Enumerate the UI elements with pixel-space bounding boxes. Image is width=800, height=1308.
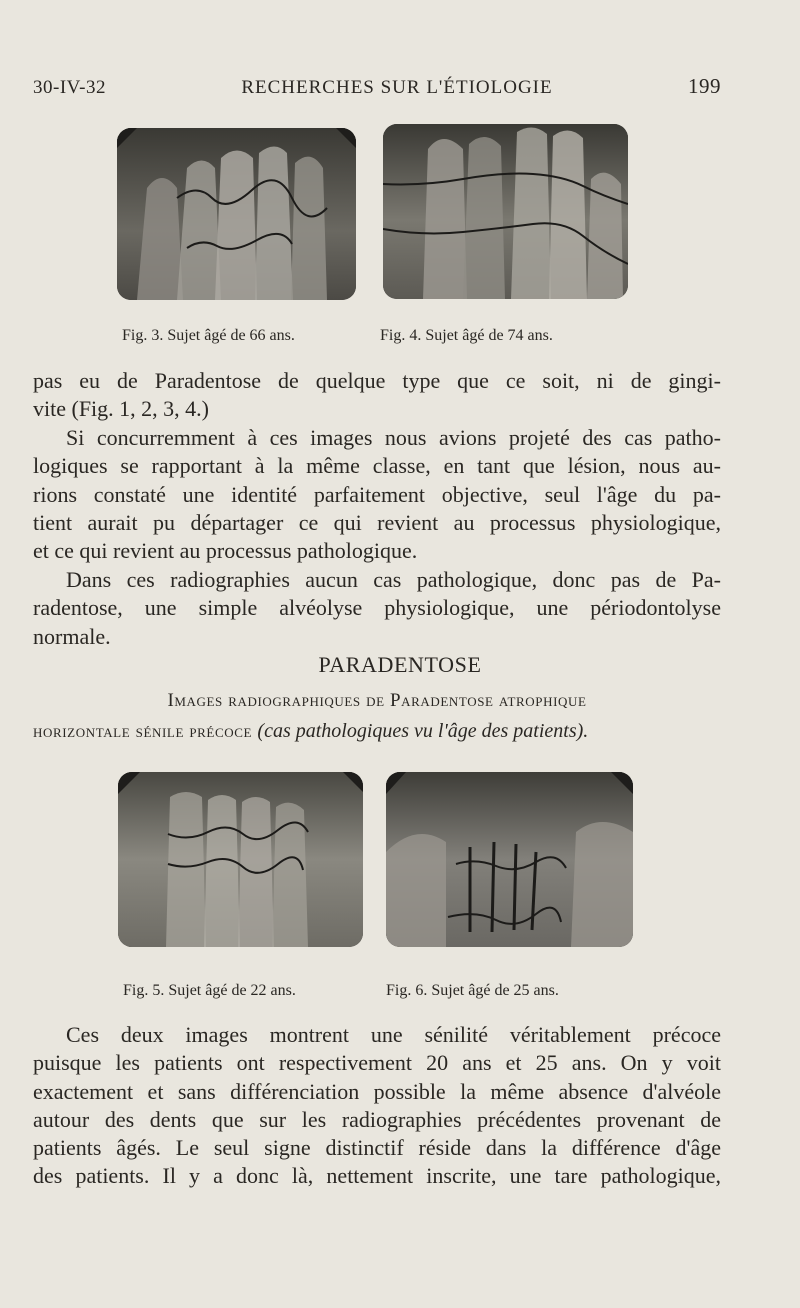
text-line: puisque les patients ont respectivement 20 ans et 25 ans. On y voit [33,1050,721,1076]
text-line: Dans ces radiographies aucun cas pathologique, donc pas de Pa- [66,567,721,592]
text-line: normale. [33,623,111,649]
paragraph-1 [33,367,721,424]
figure-6-caption: Fig. 6. Sujet âgé de 25 ans. [386,982,559,999]
figure-6-radiograph [386,772,633,947]
section-title: PARADENTOSE [318,652,482,677]
paragraph-3 [33,566,721,651]
text-line: Si concurremment à ces images nous avions projeté des cas patho- [66,425,721,450]
header-date: 30-IV-32 [33,77,106,98]
paragraph-4 [33,1021,721,1191]
figure-5-caption: Fig. 5. Sujet âgé de 22 ans. [123,982,296,999]
header-title: RECHERCHES SUR L'ÉTIOLOGIE [241,77,553,98]
subhead-text: Images radiographiques de Paradentose atrophique [167,690,587,711]
section-subhead-line1 [33,690,721,712]
text-line: radentose, une simple alvéolyse physiologique, une périodontolyse [33,595,721,621]
text-line: pas eu de Paradentose de quelque type que ce soit, ni de gingi- [33,368,721,393]
text-line: des patients. Il y a donc là, nettement inscrite, une tare pathologique, [33,1163,721,1189]
text-line: Ces deux images montrent une sénilité véritablement précoce [66,1022,721,1047]
subhead-text: horizontale sénile précoce [33,721,253,742]
text-line: tient aurait pu départager ce qui revient au processus physiologique, [33,509,721,535]
figure-5-radiograph [118,772,363,947]
running-header [33,74,721,99]
figure-3-caption: Fig. 3. Sujet âgé de 66 ans. [122,327,295,344]
text-line: logiques se rapportant à la même classe, en tant que lésion, nous au- [33,453,721,479]
section-subhead-line2 [33,720,721,743]
text-line: patients âgés. Le seul signe distinctif réside dans la différence d'âge [33,1135,721,1161]
figure-3-radiograph [117,128,356,300]
paragraph-2 [33,424,721,565]
text-line: et ce qui revient au processus pathologique. [33,538,418,564]
text-line: rions constaté une identité parfaitement objective, seul l'âge du pa- [33,481,721,507]
subhead-italic: (cas pathologiques vu l'âge des patients). [257,720,589,742]
text-line: exactement et sans différenciation possible la même absence d'alvéole [33,1078,721,1104]
figure-4-caption: Fig. 4. Sujet âgé de 74 ans. [380,327,553,344]
figure-4-radiograph [383,124,628,299]
text-line: autour des dents que sur les radiographies précédentes provenant de [33,1106,721,1132]
page-number: 199 [687,74,721,98]
text-line: vite (Fig. 1, 2, 3, 4.) [33,396,209,422]
